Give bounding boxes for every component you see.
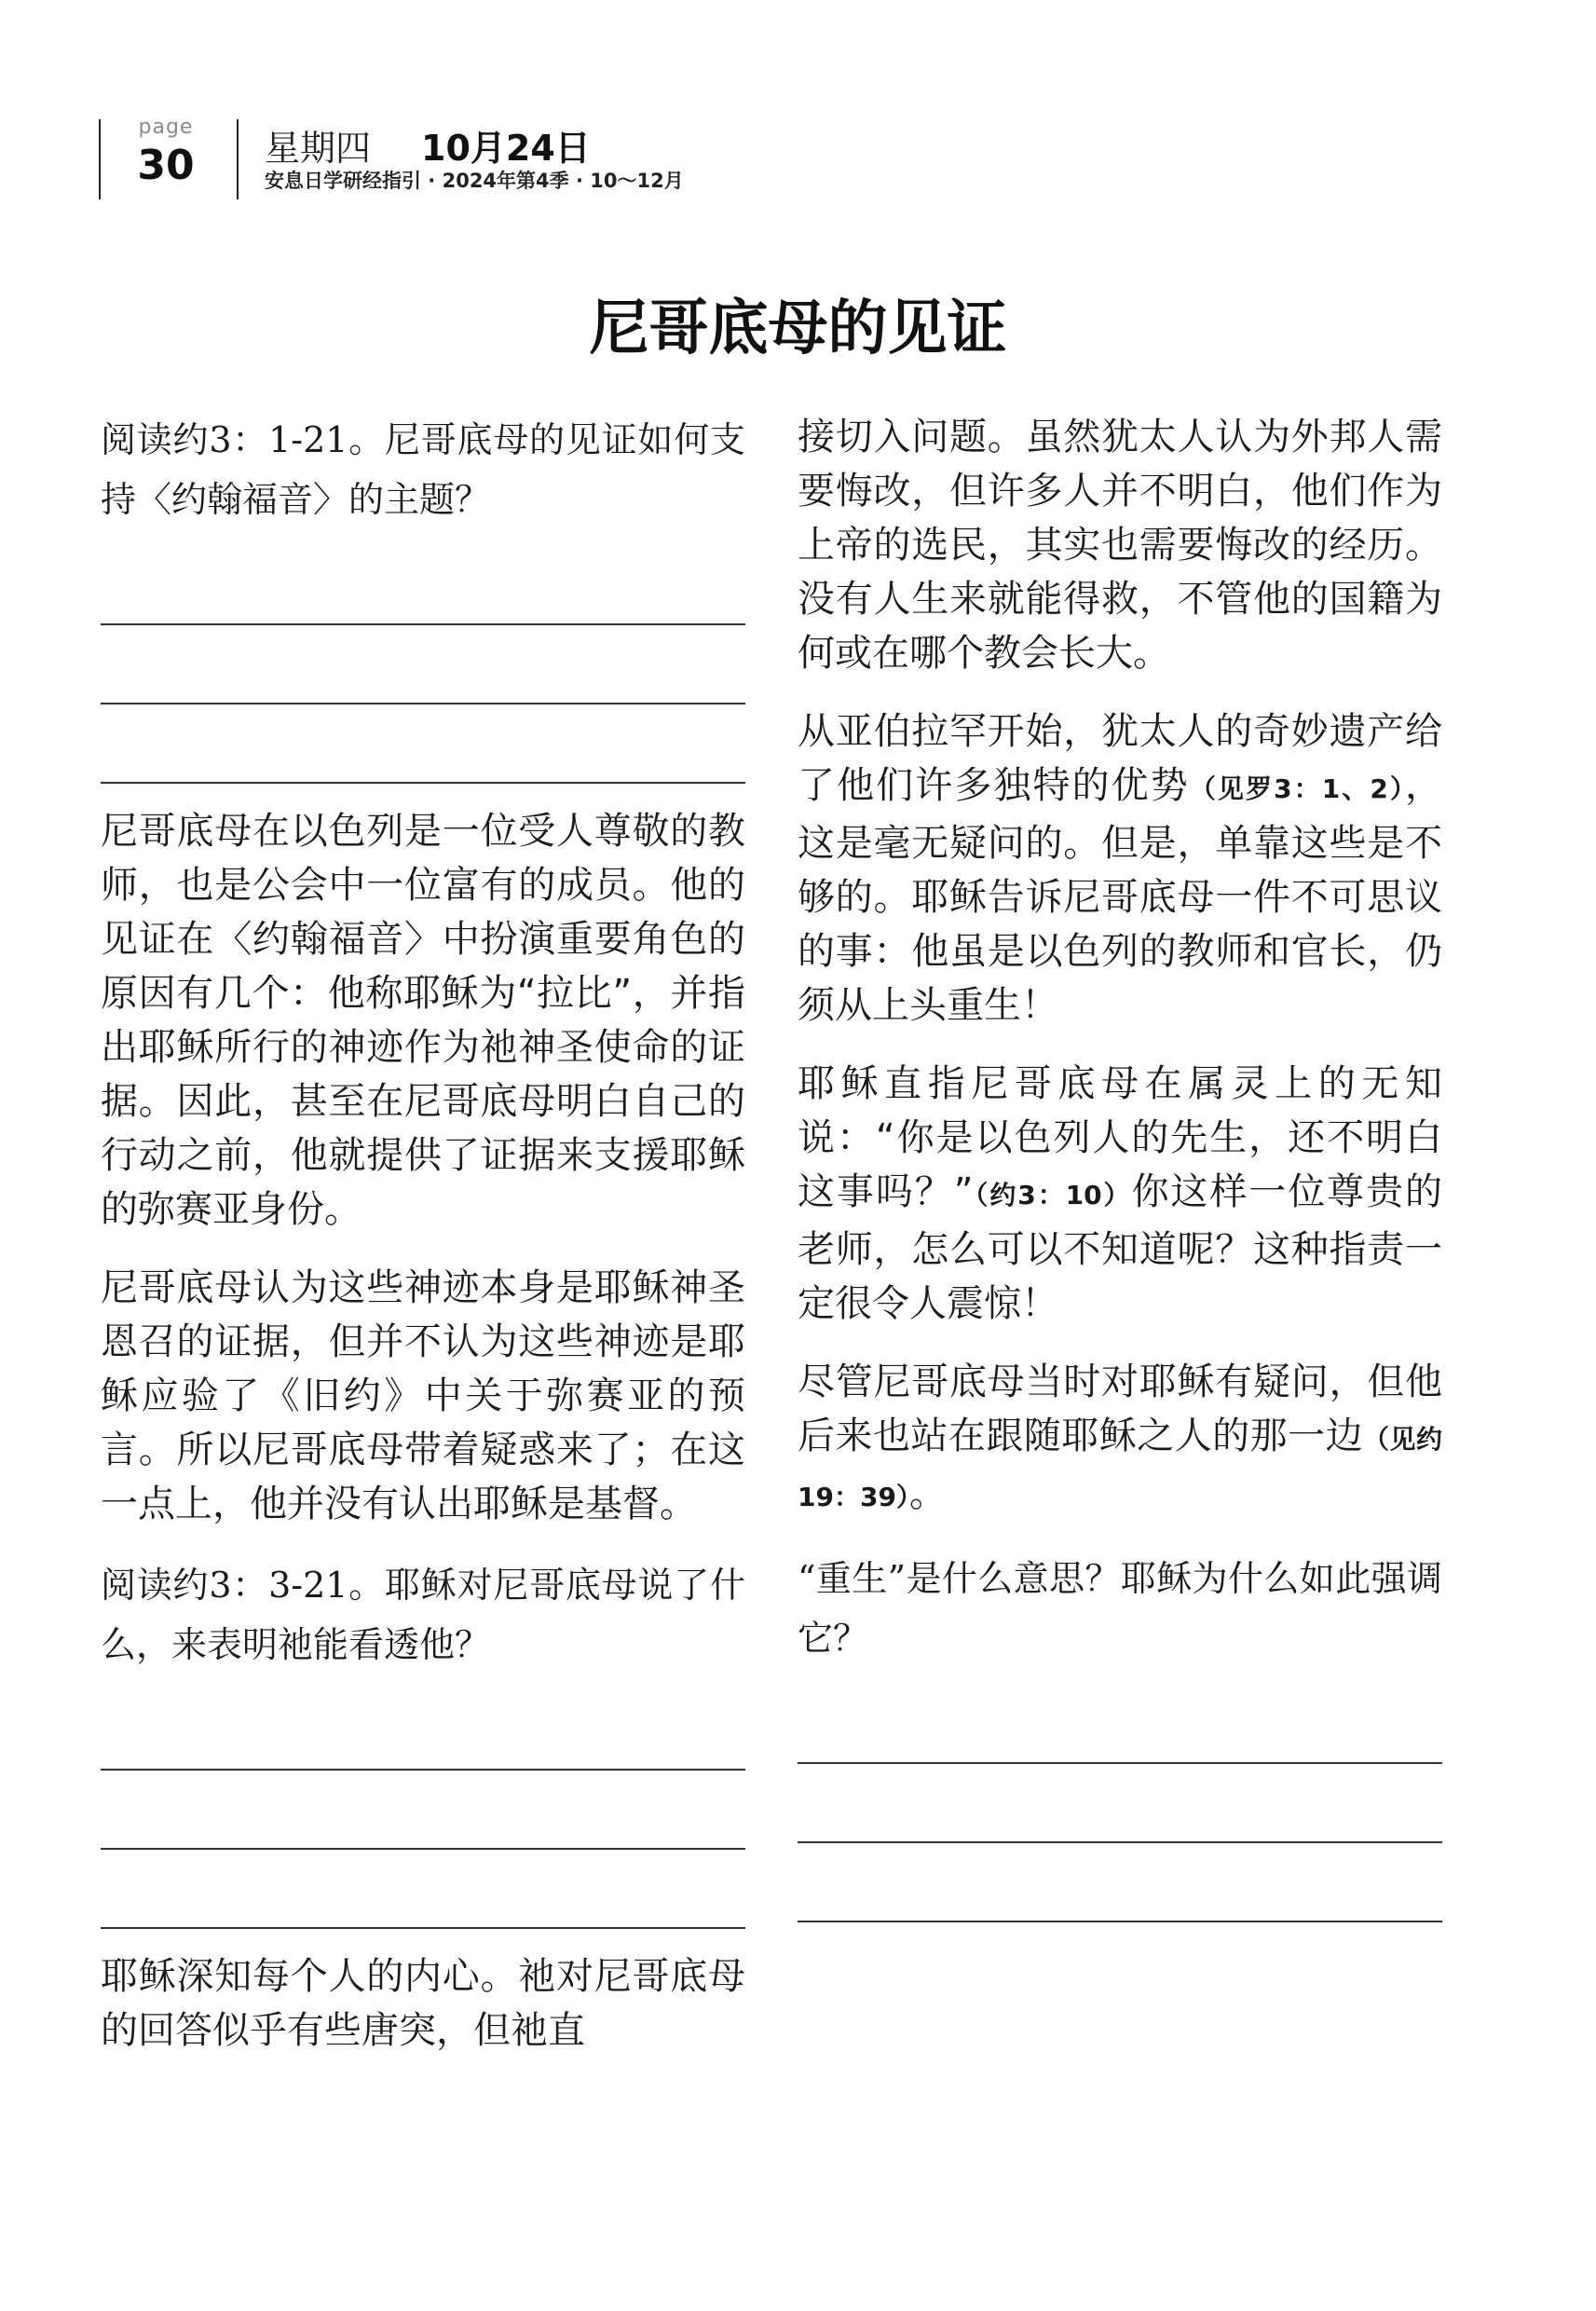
paragraph-text: ，这是毫无疑问的。但是，单靠这些是不够的。耶稣告诉尼哥底母一件不可思议的事：他虽是以色列的教师和官长，仍须从上头重生！ [798,764,1443,1027]
publication-subtitle: 安息日学研经指引 · 2024年第4季 · 10～12月 [265,170,684,192]
paragraph-text: 尽管尼哥底母当时对耶稣有疑问，但他后来也站在跟随耶稣之人的那一边 [798,1361,1442,1457]
page-label: page [138,116,194,139]
answer-line[interactable] [101,1771,745,1850]
answer-line[interactable] [101,1850,745,1929]
answer-line[interactable] [101,704,745,784]
paragraph: 尼哥底母认为这些神迹本身是耶稣神圣恩召的证据，但并不认为这些神迹是耶稣应验了《旧约》中关于弥赛亚的预言。所以尼哥底母带着疑惑来了；在这一点上，他并没有认出耶稣是基督。 [101,1266,745,1525]
weekday: 星期四 [265,128,372,169]
page-number: 30 [137,142,195,189]
answer-line[interactable] [101,625,745,704]
right-column [798,410,1442,1922]
answer-line[interactable] [798,1685,1442,1764]
lesson-title: 尼哥底母的见证 [589,294,1007,363]
paragraph-text: 你这样一位尊贵的老师，怎么可以不知道呢？这种指责一定很令人震惊！ [798,1170,1443,1325]
answer-line[interactable] [798,1764,1442,1843]
scripture-reference: （见罗3：1、2） [1189,773,1406,804]
paragraph: 尼哥底母在以色列是一位受人尊敬的教师，也是公会中一位富有的成员。他的见证在〈约翰福音〉中扮演重要角色的原因有几个：他称耶稣为“拉比”，并指出耶稣所行的神迹作为祂神圣使命的证据。因此，甚至在尼哥底母明白自己的行动之前，他就提供了证据来支援耶稣的弥赛亚身份。 [101,810,745,1231]
paragraph: 接切入问题。虽然犹太人认为外邦人需要悔改，但许多人并不明白，他们作为上帝的选民，其实也需要悔改的经历。没有人生来就能得救，不管他的国籍为何或在哪个教会长大。 [798,416,1442,675]
paragraph: 耶稣深知每个人的内心。祂对尼哥底母的回答似乎有些唐突，但祂直 [101,1955,745,2052]
left-column [101,410,745,2058]
study-question-2: 阅读约3：3-21。耶稣对尼哥底母说了什么，来表明祂能看透他？ [101,1565,745,1665]
paragraph-text: 从亚伯拉罕开始，犹太人的奇妙遗产给了他们许多独特的优势 [798,710,1442,807]
scripture-reference: （见约19：39） [798,1424,1442,1512]
paragraph-text: 耶稣直指尼哥底母在属灵上的无知说：“你是以色列人的先生，还不明白这事吗？” [798,1062,1442,1213]
answer-lines-1 [101,546,745,784]
header-divider-left [99,119,101,199]
answer-lines-2 [101,1691,745,1929]
answer-line[interactable] [101,546,745,625]
answer-line[interactable] [798,1843,1442,1922]
header-divider-middle [237,119,239,199]
answer-lines-3 [798,1685,1442,1922]
study-question-1: 阅读约3：1-21。尼哥底母的见证如何支持〈约翰福音〉的主题？ [101,419,745,520]
paragraph [798,704,1442,1032]
lesson-date: 10月24日 [421,128,591,169]
paragraph-text: 。 [908,1472,947,1515]
answer-line[interactable] [101,1691,745,1771]
paragraph [798,1057,1442,1331]
scripture-reference: （约3：10） [973,1180,1132,1210]
paragraph [798,1355,1442,1525]
study-question-3: “重生”是什么意思？耶稣为什么如此强调它？ [798,1558,1442,1659]
